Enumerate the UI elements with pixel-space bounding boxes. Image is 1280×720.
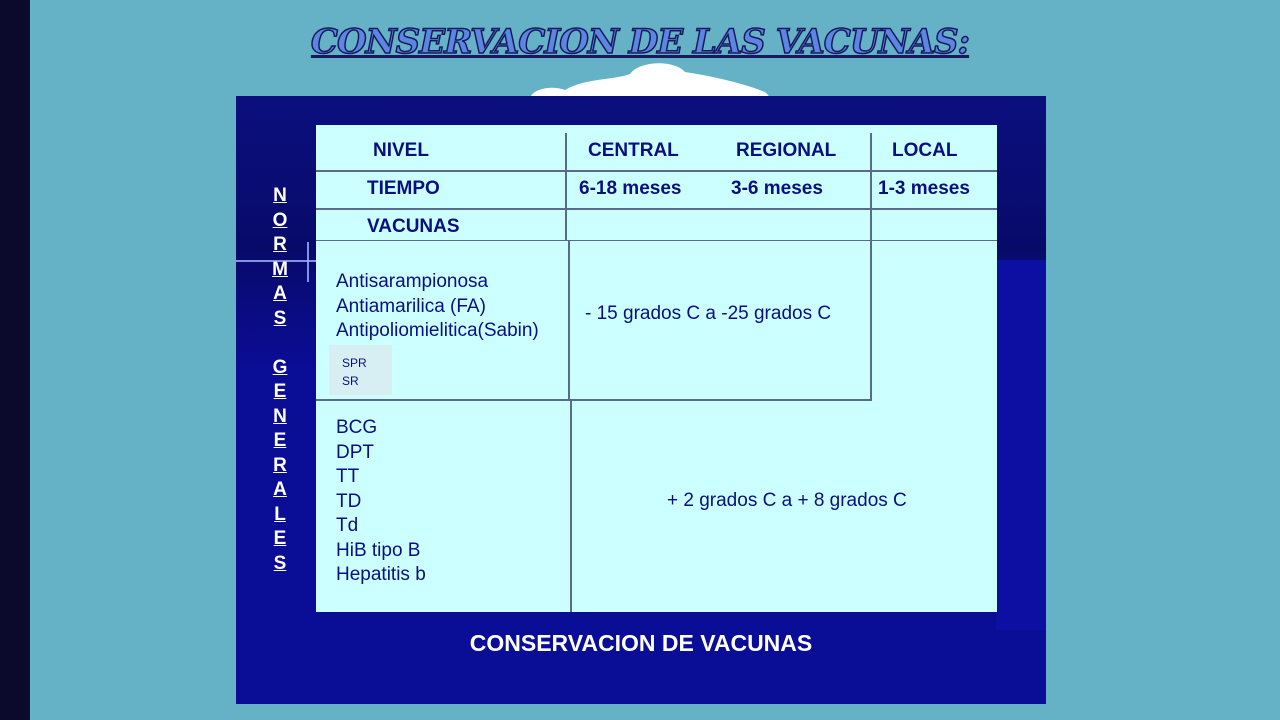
side-label-letter: G <box>272 356 288 378</box>
side-label-letter: A <box>273 283 287 304</box>
list-item: Antisarampionosa <box>336 271 489 292</box>
table-divider <box>316 208 997 210</box>
side-label-letter: O <box>272 209 288 231</box>
header-regional: REGIONAL <box>736 140 837 161</box>
side-label-letter: N <box>273 405 287 427</box>
list-item: Hepatitis b <box>336 564 426 585</box>
table-divider <box>870 133 872 401</box>
note-box <box>329 345 392 395</box>
side-label-letter: E <box>273 528 287 549</box>
side-label-letter: S <box>273 552 287 574</box>
header-central: CENTRAL <box>588 140 679 161</box>
decorative-line <box>307 242 309 282</box>
side-label-letter <box>266 331 294 356</box>
table-divider <box>568 241 570 401</box>
temperature-cold: + 2 grados C a + 8 grados C <box>667 490 907 511</box>
list-item: Antiamarilica (FA) <box>336 295 486 317</box>
side-label-letter: R <box>273 234 287 255</box>
vaccine-list-frozen <box>336 270 539 344</box>
row-label-tiempo: TIEMPO <box>367 178 440 199</box>
side-label-letter: E <box>273 430 287 451</box>
table-divider <box>316 170 997 172</box>
note-item: SPR <box>342 356 367 370</box>
conservation-table <box>316 125 997 612</box>
vaccine-list-cold <box>336 416 426 588</box>
list-item: TD <box>336 490 362 512</box>
list-item: DPT <box>336 441 374 463</box>
list-item: Td <box>336 515 359 536</box>
slide-panel <box>236 96 1046 704</box>
table-divider <box>570 401 572 612</box>
side-label-letter: L <box>274 503 286 525</box>
left-accent-bar <box>0 0 30 720</box>
list-item: TT <box>336 466 360 487</box>
side-label-letter: M <box>272 258 288 280</box>
table-divider <box>316 399 871 401</box>
table-divider <box>565 133 567 208</box>
side-label-letter: S <box>273 307 287 329</box>
tiempo-local: 1-3 meses <box>878 178 970 199</box>
row-label-vacunas: VACUNAS <box>367 216 460 237</box>
table-divider <box>565 208 567 240</box>
side-label-letter: N <box>273 185 287 206</box>
header-local: LOCAL <box>892 140 958 161</box>
slide-footer-title: CONSERVACION DE VACUNAS <box>469 630 813 656</box>
tiempo-central: 6-18 meses <box>579 178 682 199</box>
list-item: HiB tipo B <box>336 539 421 561</box>
note-item: SR <box>342 374 359 388</box>
page-title: CONSERVACION DE LAS VACUNAS: <box>310 22 970 62</box>
side-vertical-label <box>266 184 294 576</box>
list-item: Antipoliomielitica(Sabin) <box>336 320 539 341</box>
side-label-letter: E <box>273 381 287 402</box>
table-divider <box>316 240 997 241</box>
header-nivel: NIVEL <box>373 140 429 161</box>
tiempo-regional: 3-6 meses <box>731 178 823 199</box>
side-label-letter: R <box>273 454 287 476</box>
side-label-letter: A <box>273 479 287 500</box>
slide-accent-block <box>996 260 1046 630</box>
temperature-frozen: - 15 grados C a -25 grados C <box>585 303 832 324</box>
list-item: BCG <box>336 417 378 438</box>
